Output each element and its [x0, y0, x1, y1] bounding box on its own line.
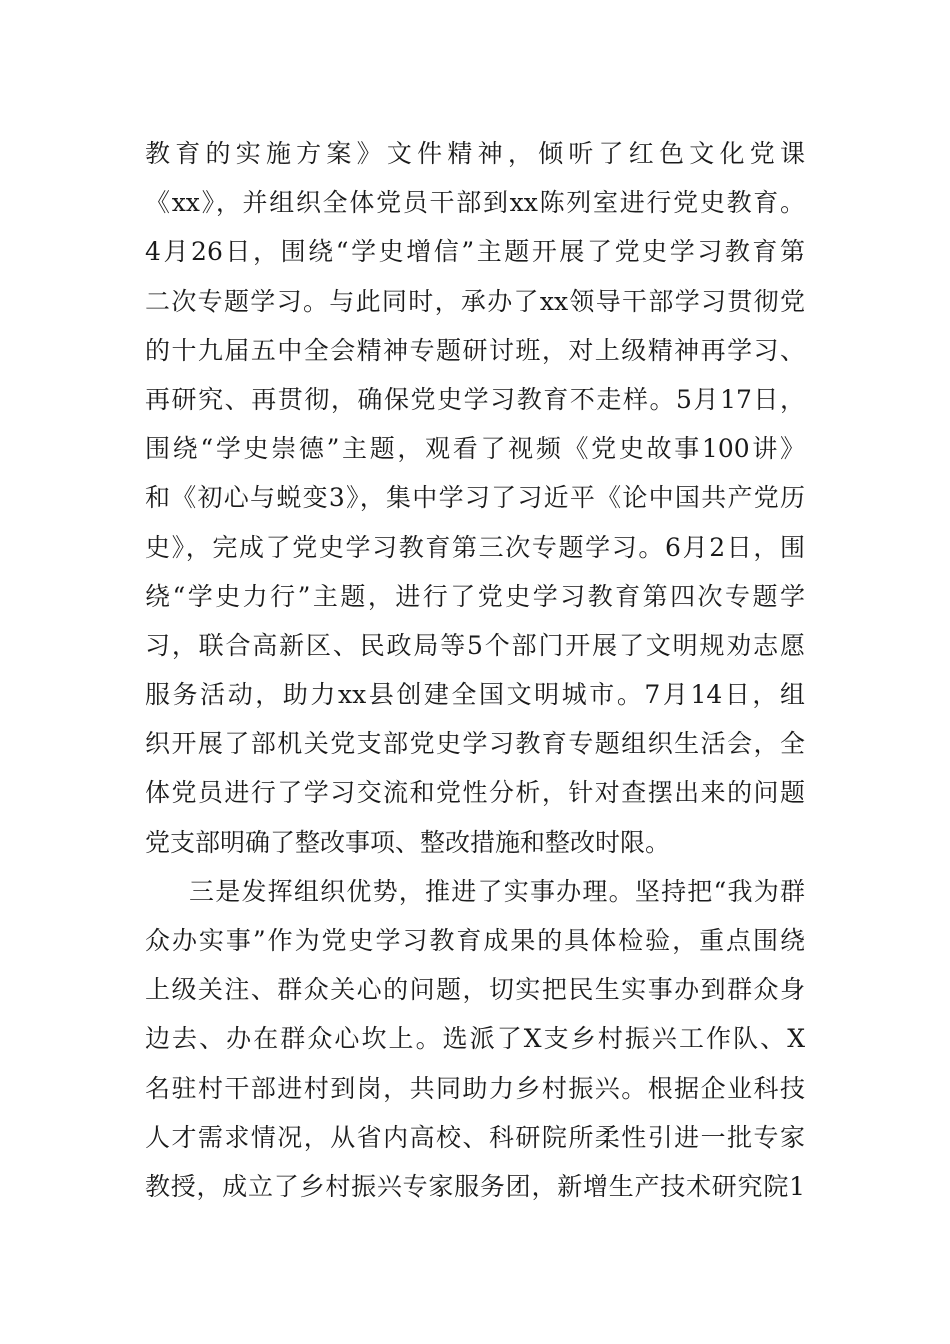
- text-line: 围绕“学史崇德”主题，观看了视频《党史故事100讲》: [145, 434, 805, 464]
- text-line: 名驻村干部进村到岗，共同助力乡村振兴。根据企业科技: [145, 1073, 805, 1103]
- text-line: 二次专题学习。与此同时，承办了xx领导干部学习贯彻党: [145, 286, 805, 316]
- text-line: 再研究、再贯彻，确保党史学习教育不走样。5月17日，: [145, 384, 805, 414]
- text-line: 上级关注、群众关心的问题，切实把民生实事办到群众身: [145, 975, 805, 1005]
- text-line: 人才需求情况，从省内高校、科研院所柔性引进一批专家: [145, 1122, 805, 1152]
- text-line: 体党员进行了学习交流和党性分析，针对查摆出来的问题: [145, 778, 805, 808]
- body-text: [145, 129, 805, 1211]
- text-line: 众办实事”作为党史学习教育成果的具体检验，重点围绕: [145, 926, 805, 955]
- text-line: 边去、办在群众心坎上。选派了X支乡村振兴工作队、X: [145, 1024, 805, 1054]
- text-line: 教授，成立了乡村振兴专家服务团，新增生产技术研究院1: [145, 1171, 805, 1201]
- paragraph-end-line: 党支部明确了整改事项、整改措施和整改时限。: [145, 827, 671, 857]
- text-line: 习，联合高新区、民政局等5个部门开展了文明规劝志愿: [145, 630, 805, 660]
- paragraph-first-line: 三是发挥组织优势，推进了实事办理。坚持把“我为群: [189, 876, 805, 906]
- text-line: 《xx》，并组织全体党员干部到xx陈列室进行党史教育。: [145, 188, 805, 218]
- text-line: 服务活动，助力xx县创建全国文明城市。7月14日，组: [145, 680, 805, 710]
- text-line: 绕“学史力行”主题，进行了党史学习教育第四次专题学: [145, 581, 805, 611]
- text-line: 教育的实施方案》文件精神，倾听了红色文化党课: [145, 139, 805, 168]
- text-line: 织开展了部机关党支部党史学习教育专题组织生活会，全: [145, 729, 805, 759]
- text-line: 4月26日，围绕“学史增信”主题开展了党史学习教育第: [145, 237, 805, 267]
- text-line: 史》，完成了党史学习教育第三次专题学习。6月2日，围: [145, 532, 805, 562]
- text-line: 和《初心与蜕变3》，集中学习了习近平《论中国共产党历: [145, 483, 805, 513]
- text-line: 的十九届五中全会精神专题研讨班，对上级精神再学习、: [145, 335, 805, 365]
